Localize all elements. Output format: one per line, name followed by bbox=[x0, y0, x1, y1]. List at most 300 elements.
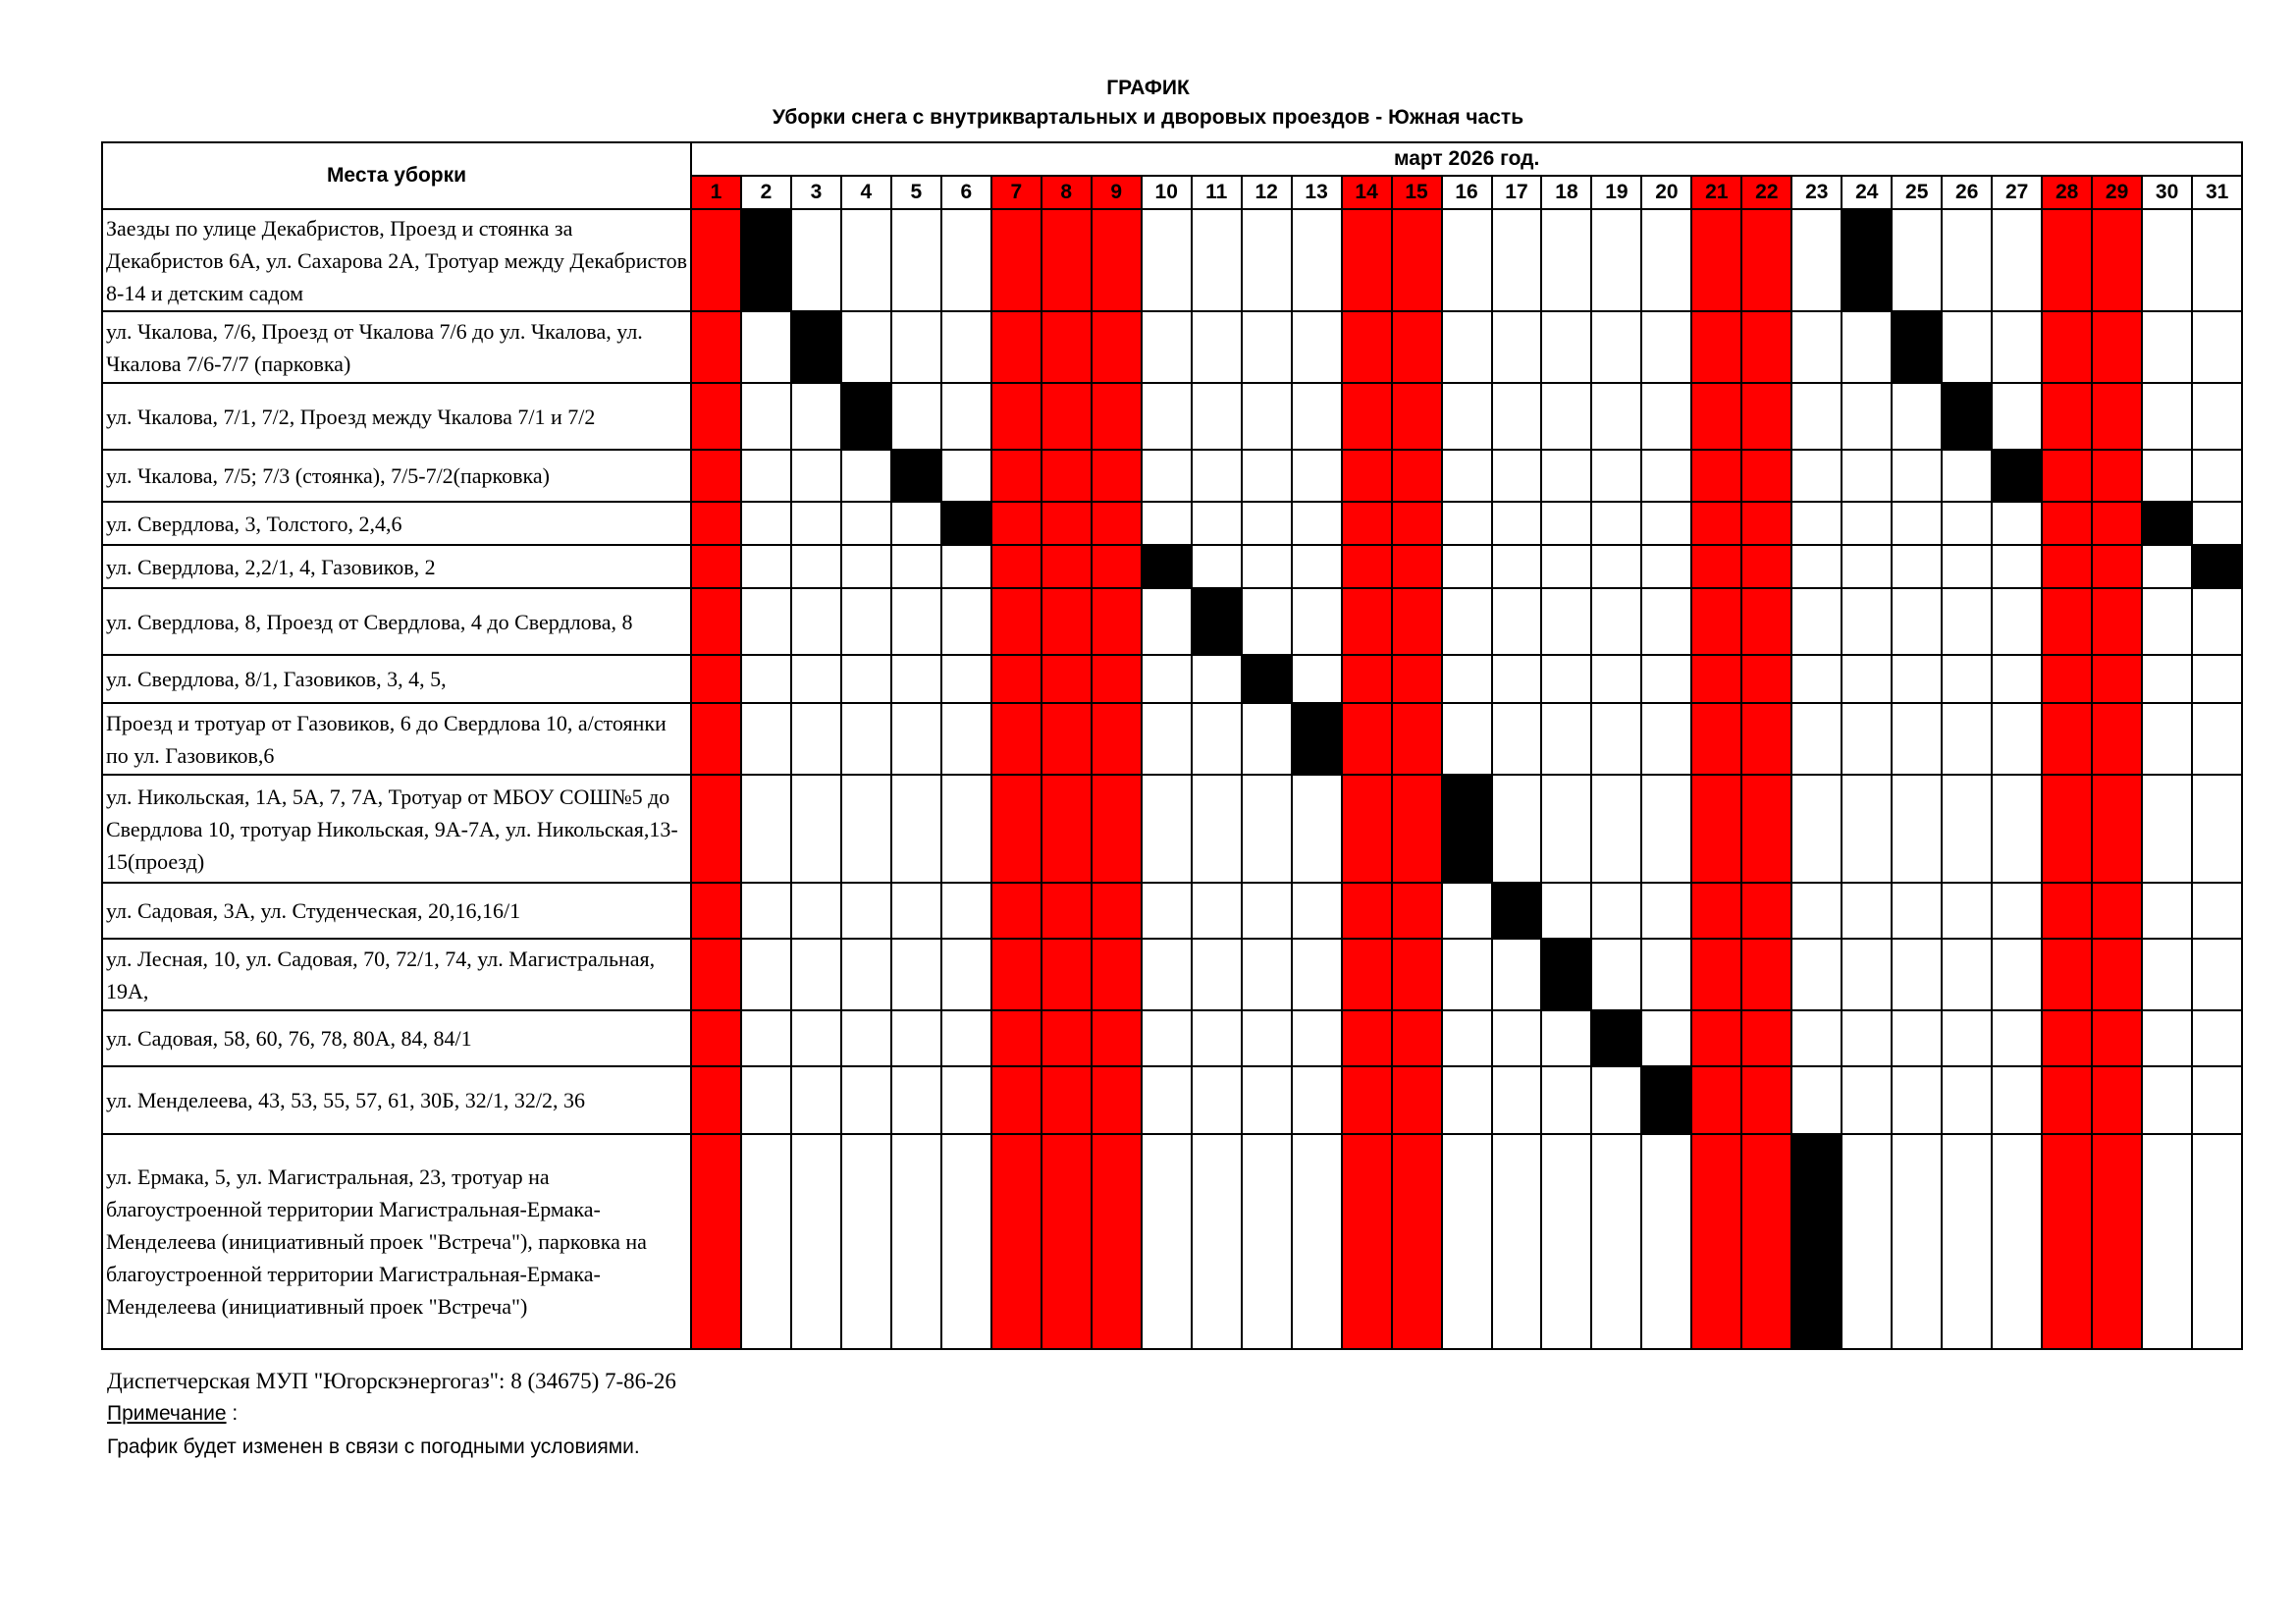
day-cell bbox=[1142, 655, 1192, 703]
day-cell bbox=[1791, 1066, 1842, 1134]
day-cell bbox=[741, 703, 791, 775]
weekend-cell bbox=[1741, 703, 1791, 775]
place-cell: ул. Лесная, 10, ул. Садовая, 70, 72/1, 74, ул. Магистральная, 19А, bbox=[102, 939, 691, 1010]
day-cell bbox=[1292, 545, 1342, 588]
weekend-cell bbox=[1092, 383, 1142, 450]
weekend-cell bbox=[1691, 1066, 1741, 1134]
table-row bbox=[102, 703, 2242, 775]
weekend-cell bbox=[1342, 1066, 1392, 1134]
day-cell bbox=[1442, 883, 1492, 939]
day-header-16: 16 bbox=[1442, 176, 1492, 209]
weekend-cell bbox=[1092, 1066, 1142, 1134]
weekend-cell bbox=[2092, 209, 2142, 311]
day-cell bbox=[1842, 588, 1892, 655]
weekend-cell bbox=[2092, 655, 2142, 703]
day-header-9: 9 bbox=[1092, 176, 1142, 209]
weekend-cell bbox=[2092, 1134, 2142, 1349]
day-cell bbox=[1791, 1010, 1842, 1066]
day-cell bbox=[1842, 383, 1892, 450]
weekend-cell bbox=[1741, 311, 1791, 383]
day-cell bbox=[841, 209, 891, 311]
day-cell bbox=[1192, 502, 1242, 545]
day-cell bbox=[1842, 655, 1892, 703]
weekend-cell bbox=[1691, 450, 1741, 502]
day-cell bbox=[1142, 450, 1192, 502]
day-cell bbox=[791, 939, 841, 1010]
day-cell bbox=[1242, 383, 1292, 450]
day-cell bbox=[1142, 1010, 1192, 1066]
day-cell bbox=[1492, 209, 1542, 311]
day-cell bbox=[2142, 775, 2192, 883]
weekend-cell bbox=[1691, 383, 1741, 450]
day-header-10: 10 bbox=[1142, 176, 1192, 209]
weekend-cell bbox=[2042, 588, 2092, 655]
day-cell bbox=[1641, 450, 1691, 502]
day-cell bbox=[1942, 655, 1992, 703]
day-cell bbox=[741, 502, 791, 545]
day-header-19: 19 bbox=[1591, 176, 1641, 209]
day-cell bbox=[891, 209, 941, 311]
day-cell bbox=[741, 1066, 791, 1134]
weekend-cell bbox=[691, 450, 741, 502]
weekend-cell bbox=[1691, 588, 1741, 655]
day-header-14: 14 bbox=[1342, 176, 1392, 209]
day-cell bbox=[1541, 655, 1591, 703]
day-cell bbox=[1992, 502, 2042, 545]
day-cell bbox=[791, 502, 841, 545]
day-cell bbox=[2192, 775, 2242, 883]
day-cell bbox=[841, 1134, 891, 1349]
weekend-cell bbox=[2042, 1134, 2092, 1349]
day-cell bbox=[741, 939, 791, 1010]
day-cell bbox=[1892, 502, 1942, 545]
place-cell: ул. Никольская, 1А, 5А, 7, 7А, Тротуар от МБОУ СОШ№5 до Свердлова 10, тротуар Никольская, 9А-7А, ул. Никольская,13-15(проезд) bbox=[102, 775, 691, 883]
month-header: март 2026 год. bbox=[691, 142, 2242, 176]
day-cell bbox=[2142, 1066, 2192, 1134]
weekend-cell bbox=[691, 209, 741, 311]
day-cell bbox=[1591, 883, 1641, 939]
day-cell bbox=[1192, 311, 1242, 383]
day-cell bbox=[1192, 450, 1242, 502]
weekend-cell bbox=[2092, 450, 2142, 502]
day-header-26: 26 bbox=[1942, 176, 1992, 209]
weekend-cell bbox=[1741, 655, 1791, 703]
day-cell bbox=[1942, 1010, 1992, 1066]
weekend-cell bbox=[1741, 545, 1791, 588]
weekend-cell bbox=[1092, 311, 1142, 383]
day-header-30: 30 bbox=[2142, 176, 2192, 209]
day-header-6: 6 bbox=[941, 176, 991, 209]
day-cell bbox=[1942, 883, 1992, 939]
weekend-cell bbox=[1342, 502, 1392, 545]
weekend-cell bbox=[1092, 1010, 1142, 1066]
day-cell bbox=[1892, 1134, 1942, 1349]
day-cell bbox=[1242, 883, 1292, 939]
table-row bbox=[102, 545, 2242, 588]
day-cell bbox=[841, 939, 891, 1010]
day-cell bbox=[1791, 655, 1842, 703]
cleaning-day-cell bbox=[1791, 1134, 1842, 1349]
weekend-cell bbox=[991, 383, 1041, 450]
weekend-cell bbox=[1691, 655, 1741, 703]
day-cell bbox=[1892, 545, 1942, 588]
day-cell bbox=[1591, 1134, 1641, 1349]
day-cell bbox=[1142, 1066, 1192, 1134]
weekend-cell bbox=[1342, 545, 1392, 588]
day-cell bbox=[1442, 1010, 1492, 1066]
day-cell bbox=[1641, 883, 1691, 939]
day-cell bbox=[841, 502, 891, 545]
day-cell bbox=[941, 655, 991, 703]
day-cell bbox=[1492, 1010, 1542, 1066]
day-cell bbox=[2192, 209, 2242, 311]
day-cell bbox=[1641, 1010, 1691, 1066]
day-cell bbox=[1541, 1066, 1591, 1134]
weekend-cell bbox=[691, 1010, 741, 1066]
day-cell bbox=[1942, 311, 1992, 383]
day-cell bbox=[791, 703, 841, 775]
day-cell bbox=[1842, 939, 1892, 1010]
weekend-cell bbox=[1741, 383, 1791, 450]
day-cell bbox=[1791, 883, 1842, 939]
day-cell bbox=[1292, 450, 1342, 502]
weekend-cell bbox=[1741, 588, 1791, 655]
weekend-cell bbox=[991, 939, 1041, 1010]
day-cell bbox=[891, 939, 941, 1010]
day-cell bbox=[1442, 545, 1492, 588]
day-cell bbox=[1842, 703, 1892, 775]
cleaning-day-cell bbox=[1942, 383, 1992, 450]
day-cell bbox=[791, 383, 841, 450]
day-cell bbox=[1992, 383, 2042, 450]
day-cell bbox=[1992, 939, 2042, 1010]
weekend-cell bbox=[1041, 939, 1092, 1010]
weekend-cell bbox=[991, 545, 1041, 588]
day-cell bbox=[1992, 883, 2042, 939]
day-cell bbox=[1492, 939, 1542, 1010]
day-cell bbox=[1242, 311, 1292, 383]
day-cell bbox=[1591, 502, 1641, 545]
day-cell bbox=[1242, 1066, 1292, 1134]
day-cell bbox=[1842, 1010, 1892, 1066]
day-cell bbox=[941, 703, 991, 775]
day-cell bbox=[1591, 450, 1641, 502]
weekend-cell bbox=[1392, 1066, 1442, 1134]
day-cell bbox=[1541, 703, 1591, 775]
day-cell bbox=[1442, 1066, 1492, 1134]
place-cell: ул. Ермака, 5, ул. Магистральная, 23, тротуар на благоустроенной территории Магистральная-Ермака-Менделеева (инициативный проек "Встреча"), парковка на благоустроенной территории Магистральная-Ермака-Менделеева (инициативный проек "Встреча") bbox=[102, 1134, 691, 1349]
table-row bbox=[102, 311, 2242, 383]
day-cell bbox=[2142, 311, 2192, 383]
day-cell bbox=[1591, 311, 1641, 383]
weekend-cell bbox=[991, 209, 1041, 311]
weekend-cell bbox=[991, 311, 1041, 383]
day-header-3: 3 bbox=[791, 176, 841, 209]
day-cell bbox=[1591, 703, 1641, 775]
weekend-cell bbox=[1092, 655, 1142, 703]
day-cell bbox=[1292, 939, 1342, 1010]
day-cell bbox=[1992, 1010, 2042, 1066]
day-header-13: 13 bbox=[1292, 176, 1342, 209]
day-cell bbox=[1442, 939, 1492, 1010]
day-cell bbox=[2142, 1134, 2192, 1349]
day-cell bbox=[891, 588, 941, 655]
cleaning-day-cell bbox=[891, 450, 941, 502]
day-cell bbox=[1641, 502, 1691, 545]
place-cell: Проезд и тротуар от Газовиков, 6 до Свердлова 10, а/стоянки по ул. Газовиков,6 bbox=[102, 703, 691, 775]
day-cell bbox=[1292, 1066, 1342, 1134]
cleaning-day-cell bbox=[1591, 1010, 1641, 1066]
day-cell bbox=[1641, 311, 1691, 383]
cleaning-day-cell bbox=[1842, 209, 1892, 311]
day-cell bbox=[1492, 655, 1542, 703]
day-cell bbox=[1142, 1134, 1192, 1349]
day-header-27: 27 bbox=[1992, 176, 2042, 209]
day-cell bbox=[2142, 883, 2192, 939]
day-cell bbox=[2192, 883, 2242, 939]
weekend-cell bbox=[1741, 450, 1791, 502]
weekend-cell bbox=[2092, 545, 2142, 588]
weekend-cell bbox=[691, 502, 741, 545]
day-cell bbox=[1492, 502, 1542, 545]
day-header-23: 23 bbox=[1791, 176, 1842, 209]
day-cell bbox=[741, 1010, 791, 1066]
weekend-cell bbox=[1691, 545, 1741, 588]
day-header-17: 17 bbox=[1492, 176, 1542, 209]
weekend-cell bbox=[991, 1010, 1041, 1066]
day-cell bbox=[1992, 545, 2042, 588]
day-cell bbox=[2192, 1134, 2242, 1349]
table-row bbox=[102, 655, 2242, 703]
day-cell bbox=[1192, 883, 1242, 939]
day-cell bbox=[1641, 939, 1691, 1010]
day-cell bbox=[741, 311, 791, 383]
place-cell: ул. Садовая, 58, 60, 76, 78, 80А, 84, 84/1 bbox=[102, 1010, 691, 1066]
day-cell bbox=[941, 1010, 991, 1066]
day-cell bbox=[1942, 703, 1992, 775]
day-cell bbox=[1641, 209, 1691, 311]
day-cell bbox=[1492, 545, 1542, 588]
day-cell bbox=[2192, 450, 2242, 502]
day-cell bbox=[1842, 1066, 1892, 1134]
day-cell bbox=[1292, 1134, 1342, 1349]
table-row bbox=[102, 502, 2242, 545]
day-cell bbox=[1492, 703, 1542, 775]
weekend-cell bbox=[2042, 939, 2092, 1010]
day-header-25: 25 bbox=[1892, 176, 1942, 209]
document-subtitle: Уборки снега с внутриквартальных и дворовых проездов - Южная часть bbox=[772, 106, 1524, 129]
weekend-cell bbox=[1691, 703, 1741, 775]
day-cell bbox=[1192, 775, 1242, 883]
day-cell bbox=[941, 1066, 991, 1134]
weekend-cell bbox=[991, 655, 1041, 703]
day-cell bbox=[791, 775, 841, 883]
day-header-20: 20 bbox=[1641, 176, 1691, 209]
day-cell bbox=[1541, 588, 1591, 655]
day-cell bbox=[1641, 545, 1691, 588]
day-cell bbox=[1942, 775, 1992, 883]
weekend-cell bbox=[1741, 939, 1791, 1010]
day-cell bbox=[941, 939, 991, 1010]
day-cell bbox=[841, 775, 891, 883]
weekend-cell bbox=[1691, 311, 1741, 383]
cleaning-day-cell bbox=[1492, 883, 1542, 939]
day-header-29: 29 bbox=[2092, 176, 2142, 209]
day-header-15: 15 bbox=[1392, 176, 1442, 209]
day-cell bbox=[1492, 1066, 1542, 1134]
day-cell bbox=[941, 209, 991, 311]
day-cell bbox=[741, 450, 791, 502]
day-cell bbox=[1892, 450, 1942, 502]
place-cell: ул. Садовая, 3А, ул. Студенческая, 20,16,16/1 bbox=[102, 883, 691, 939]
weekend-cell bbox=[691, 383, 741, 450]
day-cell bbox=[841, 1066, 891, 1134]
day-cell bbox=[1442, 383, 1492, 450]
day-cell bbox=[1992, 703, 2042, 775]
weekend-cell bbox=[991, 703, 1041, 775]
table-row bbox=[102, 588, 2242, 655]
day-cell bbox=[1641, 703, 1691, 775]
day-header-12: 12 bbox=[1242, 176, 1292, 209]
weekend-cell bbox=[1691, 502, 1741, 545]
weekend-cell bbox=[691, 883, 741, 939]
day-cell bbox=[1142, 209, 1192, 311]
day-cell bbox=[1192, 939, 1242, 1010]
day-cell bbox=[1192, 703, 1242, 775]
day-cell bbox=[1992, 588, 2042, 655]
cleaning-day-cell bbox=[841, 383, 891, 450]
day-cell bbox=[891, 883, 941, 939]
day-cell bbox=[1892, 655, 1942, 703]
weekend-cell bbox=[691, 1134, 741, 1349]
day-header-2: 2 bbox=[741, 176, 791, 209]
day-cell bbox=[941, 883, 991, 939]
weekend-cell bbox=[1392, 883, 1442, 939]
day-cell bbox=[1842, 311, 1892, 383]
day-cell bbox=[791, 1010, 841, 1066]
day-cell bbox=[941, 311, 991, 383]
weekend-cell bbox=[991, 450, 1041, 502]
weekend-cell bbox=[1741, 1066, 1791, 1134]
day-cell bbox=[1791, 703, 1842, 775]
day-cell bbox=[841, 545, 891, 588]
weekend-cell bbox=[2042, 883, 2092, 939]
weekend-cell bbox=[2042, 703, 2092, 775]
weekend-cell bbox=[1741, 209, 1791, 311]
place-cell: ул. Свердлова, 8, Проезд от Свердлова, 4 до Свердлова, 8 bbox=[102, 588, 691, 655]
weekend-cell bbox=[2092, 883, 2142, 939]
weekend-cell bbox=[1691, 883, 1741, 939]
day-cell bbox=[1892, 883, 1942, 939]
day-cell bbox=[841, 1010, 891, 1066]
weekend-cell bbox=[991, 1134, 1041, 1349]
weekend-cell bbox=[1041, 209, 1092, 311]
weekend-cell bbox=[1741, 883, 1791, 939]
day-cell bbox=[1791, 383, 1842, 450]
table-row bbox=[102, 1010, 2242, 1066]
day-cell bbox=[791, 1066, 841, 1134]
day-cell bbox=[1942, 209, 1992, 311]
day-cell bbox=[1292, 883, 1342, 939]
weekend-cell bbox=[1342, 939, 1392, 1010]
day-cell bbox=[1192, 383, 1242, 450]
weekend-cell bbox=[1041, 703, 1092, 775]
day-cell bbox=[791, 588, 841, 655]
day-cell bbox=[1242, 703, 1292, 775]
day-cell bbox=[941, 1134, 991, 1349]
day-cell bbox=[941, 450, 991, 502]
weekend-cell bbox=[991, 883, 1041, 939]
day-cell bbox=[941, 588, 991, 655]
day-cell bbox=[1142, 703, 1192, 775]
day-cell bbox=[741, 655, 791, 703]
table-row bbox=[102, 450, 2242, 502]
weekend-cell bbox=[2042, 775, 2092, 883]
day-cell bbox=[791, 450, 841, 502]
weekend-cell bbox=[691, 703, 741, 775]
weekend-cell bbox=[1342, 1134, 1392, 1349]
cleaning-day-cell bbox=[1142, 545, 1192, 588]
day-cell bbox=[891, 1066, 941, 1134]
day-cell bbox=[1492, 775, 1542, 883]
weekend-cell bbox=[2042, 655, 2092, 703]
day-cell bbox=[1242, 545, 1292, 588]
weekend-cell bbox=[2042, 1010, 2092, 1066]
table-row bbox=[102, 209, 2242, 311]
day-cell bbox=[2192, 655, 2242, 703]
weekend-cell bbox=[1041, 383, 1092, 450]
day-cell bbox=[891, 1134, 941, 1349]
day-cell bbox=[1591, 588, 1641, 655]
weekend-cell bbox=[1741, 502, 1791, 545]
day-cell bbox=[1641, 383, 1691, 450]
weekend-cell bbox=[2042, 450, 2092, 502]
day-cell bbox=[1591, 1066, 1641, 1134]
day-cell bbox=[1242, 209, 1292, 311]
weekend-cell bbox=[1392, 588, 1442, 655]
place-cell: ул. Свердлова, 8/1, Газовиков, 3, 4, 5, bbox=[102, 655, 691, 703]
day-cell bbox=[1591, 545, 1641, 588]
weekend-cell bbox=[1691, 1134, 1741, 1349]
weekend-cell bbox=[991, 1066, 1041, 1134]
day-cell bbox=[841, 450, 891, 502]
day-cell bbox=[1992, 209, 2042, 311]
day-cell bbox=[1942, 545, 1992, 588]
day-cell bbox=[2142, 588, 2192, 655]
place-cell: ул. Менделеева, 43, 53, 55, 57, 61, 30Б, 32/1, 32/2, 36 bbox=[102, 1066, 691, 1134]
day-cell bbox=[2192, 311, 2242, 383]
table-row bbox=[102, 383, 2242, 450]
weekend-cell bbox=[1041, 883, 1092, 939]
cleaning-day-cell bbox=[791, 311, 841, 383]
day-cell bbox=[1842, 502, 1892, 545]
day-cell bbox=[1292, 311, 1342, 383]
weekend-cell bbox=[1041, 311, 1092, 383]
day-cell bbox=[1292, 775, 1342, 883]
weekend-cell bbox=[2092, 939, 2142, 1010]
weekend-cell bbox=[1092, 209, 1142, 311]
day-cell bbox=[1292, 209, 1342, 311]
day-header-31: 31 bbox=[2192, 176, 2242, 209]
cleaning-day-cell bbox=[1641, 1066, 1691, 1134]
day-cell bbox=[1142, 883, 1192, 939]
day-cell bbox=[1992, 775, 2042, 883]
day-cell bbox=[1892, 209, 1942, 311]
weekend-cell bbox=[1092, 775, 1142, 883]
day-cell bbox=[1442, 311, 1492, 383]
day-cell bbox=[841, 703, 891, 775]
day-cell bbox=[1892, 1066, 1942, 1134]
